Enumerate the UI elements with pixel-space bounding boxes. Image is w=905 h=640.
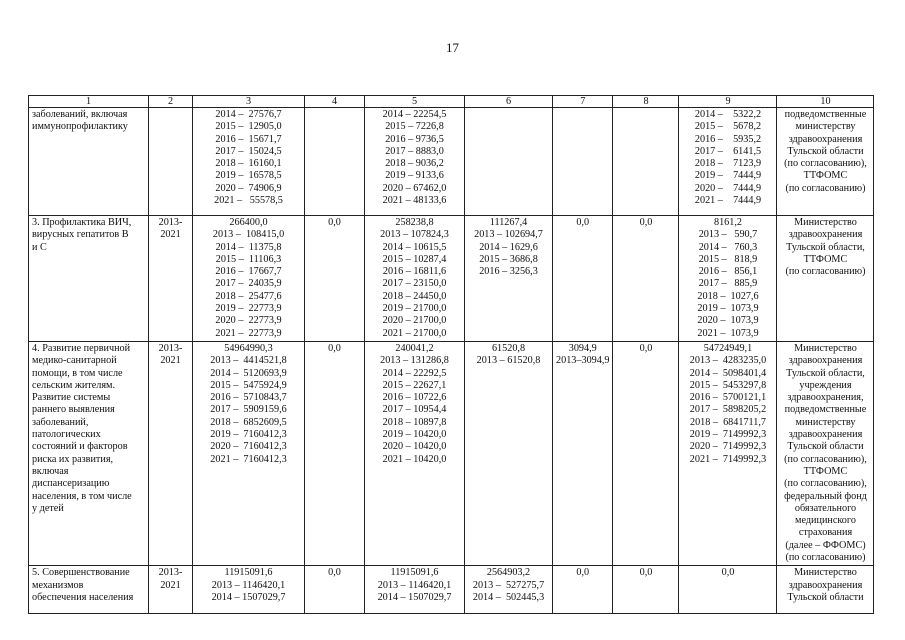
ttfoms-funding-cell xyxy=(679,108,777,216)
cell-line: 2019 – 9133,6 xyxy=(385,170,444,182)
cell-line: 2015 – 12905,0 xyxy=(215,121,282,133)
cell-line: 4. Развитие первичной xyxy=(32,342,131,354)
program-name-cell xyxy=(29,216,149,342)
cell-line: (далее – ФФОМС) xyxy=(785,539,866,551)
cell-line: 11915091,6 xyxy=(390,567,439,579)
cell-line: 2018 – 6841711,7 xyxy=(689,416,766,428)
cell-line: 2019 – 10420,0 xyxy=(382,429,447,441)
cell-line: 2018 – 9036,2 xyxy=(385,158,444,170)
cell-line: здравоохранения xyxy=(788,429,863,441)
cell-line: обеспечения населения xyxy=(32,591,134,603)
cell-line: 2013 – 61520,8 xyxy=(476,355,541,367)
cell-line: 2014 – 1507029,7 xyxy=(211,591,286,603)
program-name-cell xyxy=(29,108,149,216)
cell-line: 2017 – 885,9 xyxy=(698,278,758,290)
cell-line: 11915091,6 xyxy=(224,567,273,579)
cell-line: 0,0 xyxy=(328,342,341,354)
cell-line: 2014 – 10615,5 xyxy=(382,241,447,253)
cell-line: 111267,4 xyxy=(489,217,528,228)
municipal-budget-cell xyxy=(465,216,553,342)
cell-line: 2017 – 6141,5 xyxy=(694,145,762,157)
cell-line: 2014 – 1629,6 xyxy=(479,241,538,253)
cell-line: 2013 – 527275,7 xyxy=(472,579,545,591)
column-8-cell xyxy=(613,341,679,565)
years-cell xyxy=(149,216,193,342)
cell-line: 2018 – 6852609,5 xyxy=(210,416,287,428)
municipal-budget-cell xyxy=(465,108,553,216)
cell-line: 2020 – 74906,9 xyxy=(215,182,282,194)
cell-line: ТТФОМС xyxy=(803,170,848,182)
cell-line: Тульской области xyxy=(787,441,864,453)
cell-line: 3. Профилактика ВИЧ, xyxy=(32,217,132,228)
total-funding-cell xyxy=(193,566,305,614)
cell-line: министерству xyxy=(795,416,856,428)
cell-line: 2013 – 590,7 xyxy=(698,229,758,241)
cell-line: 2021 – 7160412,3 xyxy=(210,453,287,465)
cell-line: 2019 – 21700,0 xyxy=(382,303,447,315)
cell-line: заболеваний, включая xyxy=(32,109,128,120)
regional-budget-cell xyxy=(365,341,465,565)
cell-line: механизмов xyxy=(32,579,84,591)
cell-line: 0,0 xyxy=(639,217,653,228)
column-8-cell xyxy=(613,108,679,216)
cell-line: (по согласованию) xyxy=(785,182,866,194)
cell-line: иммунопрофилактику xyxy=(32,121,128,133)
cell-line: 2017 – 8883,0 xyxy=(385,145,444,157)
cell-line: федеральный фонд xyxy=(784,490,867,502)
cell-line: 2016 – 5710843,7 xyxy=(210,392,287,404)
cell-line: (по согласованию) xyxy=(785,552,866,564)
ttfoms-funding-cell xyxy=(679,566,777,614)
cell-line: 2013 – 102694,7 xyxy=(474,229,543,241)
cell-line: и С xyxy=(32,241,47,253)
cell-line: подведомственные xyxy=(784,109,867,120)
cell-line: 2014 – 5098401,4 xyxy=(689,367,767,379)
ttfoms-funding-cell xyxy=(679,341,777,565)
total-funding-cell xyxy=(193,108,305,216)
cell-line: 2020 – 7149992,3 xyxy=(689,441,767,453)
column-header: 6 xyxy=(465,96,553,108)
years-cell xyxy=(149,341,193,565)
cell-line: 2018 – 10897,8 xyxy=(382,416,447,428)
cell-line: 2016 – 5700121,1 xyxy=(689,392,767,404)
cell-line: (по согласованию) xyxy=(785,266,866,278)
column-header: 10 xyxy=(777,96,874,108)
cell-line: 2013 – 107824,3 xyxy=(380,229,449,241)
cell-line: Развитие системы xyxy=(32,392,111,404)
executor-cell xyxy=(777,108,874,216)
cell-line: 2013 – 108415,0 xyxy=(212,229,285,241)
cell-line: 2016 – 9736,5 xyxy=(385,133,444,145)
cell-line: 2014 – 1507029,7 xyxy=(377,591,452,603)
cell-line: 2013- xyxy=(158,217,183,228)
cell-line: риска их развития, xyxy=(32,453,114,465)
cell-line: министерству xyxy=(795,121,856,133)
cell-line: ТТФОМС xyxy=(803,465,848,477)
extra-budget-cell xyxy=(553,216,613,342)
cell-line: 2021 – 22773,9 xyxy=(215,327,282,339)
cell-line: Министерство xyxy=(794,567,857,579)
cell-line: 5. Совершенствование xyxy=(32,567,130,579)
program-name-cell xyxy=(29,341,149,565)
column-header: 3 xyxy=(193,96,305,108)
executor-cell xyxy=(777,341,874,565)
cell-line: 0,0 xyxy=(721,567,735,579)
cell-line: 0,0 xyxy=(328,567,341,579)
cell-line: 2014 – 22254,5 xyxy=(382,109,447,120)
cell-line: 2019 – 16578,5 xyxy=(215,170,282,182)
cell-line: 2014 – 502445,3 xyxy=(472,591,545,603)
cell-line: 2014 – 760,3 xyxy=(698,241,758,253)
cell-line: здравоохранения xyxy=(788,355,863,367)
cell-line: 2020 – 10420,0 xyxy=(382,441,447,453)
cell-line: населения, в том числе xyxy=(32,490,132,502)
cell-line: 2021 – 48133,6 xyxy=(382,195,447,207)
program-name-cell xyxy=(29,566,149,614)
cell-line: 2013–3094,9 xyxy=(556,355,610,367)
cell-line: здравоохранения xyxy=(788,579,863,591)
column-header: 5 xyxy=(365,96,465,108)
cell-line: 2020 – 22773,9 xyxy=(215,315,282,327)
cell-line: 2019 – 7444,9 xyxy=(694,170,762,182)
cell-line: 2020 – 7444,9 xyxy=(694,182,762,194)
years-cell xyxy=(149,108,193,216)
cell-line: 54964990,3 xyxy=(224,342,273,354)
cell-line: 2015 – 5678,2 xyxy=(694,121,762,133)
cell-line: 54724949,1 xyxy=(703,342,753,354)
cell-line: 2016 – 5935,2 xyxy=(694,133,762,145)
cell-line: 2014 – 11375,8 xyxy=(215,241,282,253)
cell-line: 2015 – 10287,4 xyxy=(382,253,447,265)
cell-line: 2014 – 5322,2 xyxy=(694,109,762,120)
cell-line: 2564903,2 xyxy=(486,567,531,579)
cell-line: 2017 – 15024,5 xyxy=(215,145,282,157)
cell-line: 3094,9 xyxy=(568,342,597,354)
cell-line: 2018 – 24450,0 xyxy=(382,290,447,302)
cell-line: 2021 – 55578,5 xyxy=(214,195,283,207)
cell-line: 2018 – 25477,6 xyxy=(215,290,282,302)
cell-line: заболеваний, xyxy=(32,416,89,428)
extra-budget-cell xyxy=(553,108,613,216)
cell-line: состояний и факторов xyxy=(32,441,128,453)
cell-line: 2021 xyxy=(160,229,181,241)
cell-line: 2018 – 7123,9 xyxy=(694,158,762,170)
cell-line: 61520,8 xyxy=(491,342,526,354)
cell-line: 2015 – 7226,8 xyxy=(385,121,444,133)
cell-line: Тульской области xyxy=(787,591,864,603)
program-table xyxy=(28,95,874,614)
municipal-budget-cell xyxy=(465,566,553,614)
cell-line: 2016 – 15671,7 xyxy=(215,133,282,145)
cell-line: 2016 – 16811,6 xyxy=(382,266,447,278)
cell-line: 0,0 xyxy=(639,342,653,354)
cell-line: 2021 xyxy=(160,579,181,591)
cell-line: Министерство xyxy=(794,342,857,354)
cell-line: диспансеризацию xyxy=(32,478,110,490)
column-header: 8 xyxy=(613,96,679,108)
regional-budget-cell xyxy=(365,108,465,216)
cell-line: 2016 – 17667,7 xyxy=(215,266,282,278)
cell-line: Министерство xyxy=(794,217,857,228)
executor-cell xyxy=(777,566,874,614)
cell-line: у детей xyxy=(32,502,64,514)
cell-line: 8161,2 xyxy=(713,217,742,228)
cell-line: 2013 – 131286,8 xyxy=(380,355,449,367)
cell-line: 2013 – 1146420,1 xyxy=(377,579,452,591)
federal-budget-cell xyxy=(305,216,365,342)
total-funding-cell xyxy=(193,341,305,565)
cell-line: (по согласованию), xyxy=(784,478,867,490)
cell-line: 2020 – 67462,0 xyxy=(382,182,447,194)
cell-line: ТТФОМС xyxy=(803,253,848,265)
cell-line: обязательного xyxy=(794,502,857,514)
extra-budget-cell xyxy=(553,566,613,614)
cell-line: Тульской области, xyxy=(786,367,865,379)
cell-line: 2015 – 5475924,9 xyxy=(210,379,287,391)
cell-line: 258238,8 xyxy=(395,217,434,228)
cell-line: 2015 – 5453297,8 xyxy=(689,379,767,391)
cell-line: 2020 – 21700,0 xyxy=(382,315,447,327)
cell-line: 2019 – 22773,9 xyxy=(215,303,282,315)
cell-line: 2019 – 1073,9 xyxy=(697,303,759,315)
total-funding-cell xyxy=(193,216,305,342)
cell-line: учреждения xyxy=(799,379,852,391)
page-number: 17 xyxy=(446,40,459,55)
cell-line: 2018 – 1027,6 xyxy=(697,290,759,302)
cell-line: 2017 – 23150,0 xyxy=(382,278,447,290)
cell-line: 2016 – 856,1 xyxy=(698,266,758,278)
cell-line: 2020 – 1073,9 xyxy=(697,315,759,327)
cell-line: страхования xyxy=(798,527,853,539)
cell-line: здравоохранения xyxy=(788,229,863,241)
cell-line: медико-санитарной xyxy=(32,355,117,367)
cell-line: 2021 – 7444,9 xyxy=(694,195,762,207)
cell-line: сельским жителям. xyxy=(32,379,116,391)
column-8-cell xyxy=(613,566,679,614)
regional-budget-cell xyxy=(365,566,465,614)
cell-line: 2013- xyxy=(158,567,183,579)
cell-line: 0,0 xyxy=(576,567,590,579)
cell-line: 2015 – 3686,8 xyxy=(479,253,538,265)
ttfoms-funding-cell xyxy=(679,216,777,342)
cell-line: 0,0 xyxy=(328,217,341,228)
executor-cell xyxy=(777,216,874,342)
cell-line: 2017 – 10954,4 xyxy=(382,404,447,416)
table-row xyxy=(29,566,874,614)
cell-line: помощи, в том числе xyxy=(32,367,123,379)
cell-line: 2013 – 1146420,1 xyxy=(211,579,286,591)
cell-line: 240041,2 xyxy=(395,342,434,354)
cell-line: 2017 – 24035,9 xyxy=(215,278,282,290)
cell-line: 2019 – 7160412,3 xyxy=(210,429,287,441)
cell-line: включая xyxy=(32,465,69,477)
column-header: 1 xyxy=(29,96,149,108)
federal-budget-cell xyxy=(305,108,365,216)
cell-line: 0,0 xyxy=(639,567,653,579)
cell-line: 2017 – 5909159,6 xyxy=(210,404,287,416)
cell-line: 2018 – 16160,1 xyxy=(215,158,282,170)
cell-line: 2013 – 4283235,0 xyxy=(689,355,767,367)
cell-line: 2019 – 7149992,3 xyxy=(689,429,767,441)
column-8-cell xyxy=(613,216,679,342)
years-cell xyxy=(149,566,193,614)
header-row xyxy=(29,96,874,108)
cell-line: 2015 – 11106,3 xyxy=(215,253,282,265)
cell-line: (по согласованию), xyxy=(784,453,867,465)
cell-line: 2015 – 22627,1 xyxy=(382,379,447,391)
cell-line: патологических xyxy=(32,429,101,441)
extra-budget-cell xyxy=(553,341,613,565)
federal-budget-cell xyxy=(305,341,365,565)
federal-budget-cell xyxy=(305,566,365,614)
cell-line: 2016 – 10722,6 xyxy=(382,392,447,404)
cell-line: 2014 – 22292,5 xyxy=(382,367,447,379)
cell-line: 0,0 xyxy=(576,217,590,228)
cell-line: раннего выявления xyxy=(32,404,115,416)
cell-line: 2013- xyxy=(158,342,183,354)
cell-line: 2021 xyxy=(160,355,181,367)
column-header: 7 xyxy=(553,96,613,108)
cell-line: 2016 – 3256,3 xyxy=(479,266,538,278)
column-header: 4 xyxy=(305,96,365,108)
cell-line: 2020 – 7160412,3 xyxy=(210,441,287,453)
column-header: 9 xyxy=(679,96,777,108)
cell-line: здравоохранения, xyxy=(787,392,864,404)
regional-budget-cell xyxy=(365,216,465,342)
municipal-budget-cell xyxy=(465,341,553,565)
cell-line: 2015 – 818,9 xyxy=(698,253,758,265)
table-row xyxy=(29,108,874,216)
cell-line: Тульской области, xyxy=(786,241,865,253)
cell-line: 2014 – 5120693,9 xyxy=(210,367,287,379)
cell-line: 2021 – 21700,0 xyxy=(382,327,447,339)
table-row xyxy=(29,216,874,342)
cell-line: 266400,0 xyxy=(229,217,268,228)
cell-line: 2014 – 27576,7 xyxy=(215,109,282,120)
column-header: 2 xyxy=(149,96,193,108)
cell-line: 2013 – 4414521,8 xyxy=(210,355,287,367)
cell-line: 2017 – 5898205,2 xyxy=(689,404,767,416)
cell-line: 2021 – 10420,0 xyxy=(382,453,447,465)
cell-line: 2021 – 1073,9 xyxy=(697,327,759,339)
cell-line: (по согласованию), xyxy=(784,158,867,170)
cell-line: вирусных гепатитов В xyxy=(32,229,129,241)
cell-line: подведомственные xyxy=(784,404,867,416)
cell-line: 2021 – 7149992,3 xyxy=(689,453,767,465)
cell-line: Тульской области xyxy=(787,145,864,157)
table-row xyxy=(29,341,874,565)
cell-line: медицинского xyxy=(795,515,856,527)
cell-line: здравоохранения xyxy=(788,133,863,145)
